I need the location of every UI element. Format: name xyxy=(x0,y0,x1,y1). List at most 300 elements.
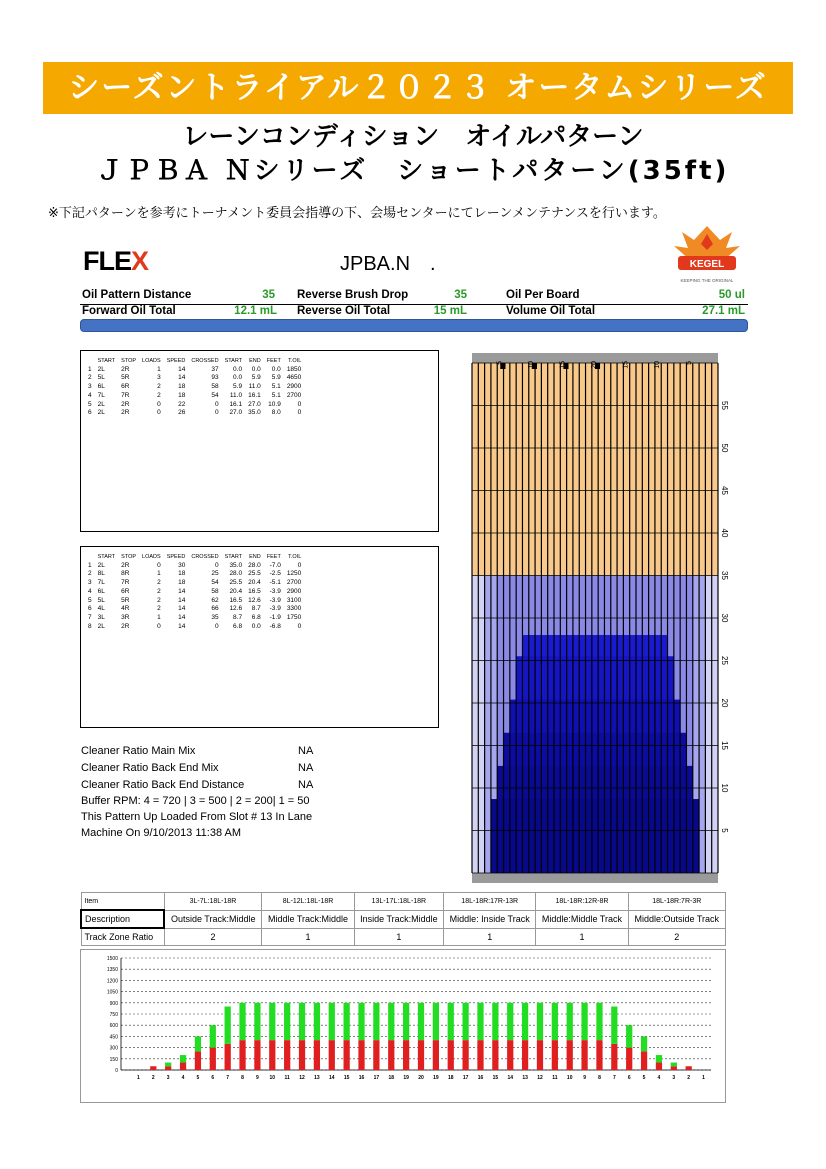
load-cell: -3.9 xyxy=(269,605,281,613)
load-cell: 8L xyxy=(97,570,105,578)
oil-pattern-distance: 35 xyxy=(262,289,275,301)
board-oil-bar-chart xyxy=(81,950,725,1102)
load-cell: 3 xyxy=(157,374,161,382)
chart-bar xyxy=(254,1003,260,1040)
ratio-cell: 1 xyxy=(262,928,354,946)
load-cell: 3 xyxy=(88,579,92,587)
load-row xyxy=(85,383,304,392)
load-column-header: T.OIL xyxy=(288,358,302,364)
load-cell: 5R xyxy=(121,374,130,382)
chart-x-tick: 4 xyxy=(657,1075,661,1081)
ratio-label: Track Zone Ratio xyxy=(81,928,164,946)
kegel-logo xyxy=(668,222,746,286)
load-cell: 62 xyxy=(211,596,219,604)
distance-label: 5 xyxy=(720,828,729,833)
ratio-cell: 2 xyxy=(164,928,262,946)
chart-x-tick: 2 xyxy=(151,1075,155,1081)
load-cell: -5.1 xyxy=(269,579,281,587)
load-cell: 7 xyxy=(88,613,92,621)
chart-bar xyxy=(641,1036,647,1051)
load-cell: 54 xyxy=(211,579,219,587)
load-cell: 1750 xyxy=(286,613,302,621)
forward-loads-table xyxy=(85,357,304,418)
chart-bar xyxy=(180,1055,186,1062)
buffer-rpm: Buffer RPM: 4 = 720 | 3 = 500 | 2 = 200| 1 = 50 xyxy=(81,795,310,807)
load-cell: 35.0 xyxy=(229,561,243,569)
chart-bar xyxy=(418,1040,424,1070)
distance-label: 45 xyxy=(720,486,729,495)
chart-bar xyxy=(225,1044,231,1070)
load-cell: 5.1 xyxy=(271,383,281,391)
chart-y-tick: 900 xyxy=(109,1000,118,1007)
chart-bar xyxy=(433,1003,439,1040)
load-column-header xyxy=(85,553,95,562)
load-cell: 37 xyxy=(211,365,219,373)
chart-bar xyxy=(150,1066,156,1070)
chart-x-tick: 9 xyxy=(256,1075,259,1081)
board-oil-bg xyxy=(705,576,711,874)
load-row xyxy=(85,562,304,571)
distance-label: 15 xyxy=(720,741,729,750)
load-column-header: CROSSED xyxy=(191,358,219,364)
load-cell: 4650 xyxy=(286,374,302,382)
load-cell: 14 xyxy=(178,613,186,621)
load-cell: 6R xyxy=(121,587,130,595)
load-cell: 20.4 xyxy=(229,587,243,595)
load-row xyxy=(85,605,304,614)
chart-bar xyxy=(269,1040,275,1070)
load-cell: 16.1 xyxy=(229,400,243,408)
load-cell: 11.0 xyxy=(248,383,261,391)
chart-bar xyxy=(581,1003,587,1040)
chart-bar xyxy=(284,1040,290,1070)
load-cell: 25 xyxy=(211,570,219,578)
chart-bar xyxy=(522,1003,528,1040)
chart-x-tick: 14 xyxy=(507,1075,514,1081)
load-cell: 10.9 xyxy=(268,400,281,408)
chart-bar xyxy=(433,1040,439,1070)
chart-x-tick: 19 xyxy=(403,1075,409,1081)
chart-x-tick: 17 xyxy=(373,1075,380,1081)
title-line-2: ＪＰＢＡ Ｎシリーズ ショートパターン(35ft) xyxy=(96,156,730,186)
load-cell: 0 xyxy=(157,561,161,569)
description-cell: Inside Track:Middle xyxy=(354,910,443,928)
load-cell: 2 xyxy=(157,596,161,604)
distance-label: 10 xyxy=(720,783,729,793)
load-cell: 8 xyxy=(88,622,92,630)
cleaner-back-end-mix-label: Cleaner Ratio Back End Mix xyxy=(81,762,219,774)
flex-logo-x: X xyxy=(131,246,149,276)
chart-bar xyxy=(686,1066,692,1070)
volume-oil-total: 27.1 mL xyxy=(702,305,745,317)
load-cell: 0.0 xyxy=(233,374,243,382)
chart-x-tick: 4 xyxy=(181,1075,185,1081)
chart-bar xyxy=(284,1003,290,1040)
distance-label: 30 xyxy=(720,613,729,623)
ratio-header-cell: 13L-17L:18L-18R xyxy=(354,893,443,911)
chart-x-tick: 20 xyxy=(418,1075,424,1081)
chart-x-tick: 6 xyxy=(211,1075,215,1081)
load-cell: 66 xyxy=(211,605,219,613)
load-cell: 5L xyxy=(97,374,105,382)
load-cell: 5.9 xyxy=(251,374,261,382)
chart-bar xyxy=(477,1003,483,1040)
load-header-row xyxy=(85,357,304,366)
chart-bar xyxy=(448,1003,454,1040)
chart-bar xyxy=(254,1040,260,1070)
chart-bar xyxy=(507,1003,513,1040)
load-cell: 0.0 xyxy=(251,365,261,373)
load-cell: 2R xyxy=(121,409,130,417)
chart-x-tick: 10 xyxy=(269,1075,276,1081)
chart-bar xyxy=(462,1003,468,1040)
chart-bar xyxy=(388,1003,394,1040)
chart-bar xyxy=(567,1040,573,1070)
board-oil-bg xyxy=(712,576,718,874)
chart-bar xyxy=(641,1051,647,1070)
load-column-header: T.OIL xyxy=(288,554,302,560)
stats-divider xyxy=(80,304,748,305)
chart-bar xyxy=(537,1003,543,1040)
ratio-cell: 1 xyxy=(354,928,443,946)
top-board-label: 5 xyxy=(685,361,693,365)
load-cell: -6.8 xyxy=(269,622,281,630)
chart-x-tick: 11 xyxy=(552,1075,558,1081)
forward-loads-box xyxy=(80,350,439,532)
flex-logo-text: FLE xyxy=(83,246,131,276)
chart-x-tick: 8 xyxy=(241,1075,244,1081)
chart-x-tick: 1 xyxy=(702,1075,705,1081)
load-row xyxy=(85,597,304,606)
load-cell: 26 xyxy=(178,409,186,417)
load-cell: 2 xyxy=(157,383,161,391)
pattern-name: JPBA.N . xyxy=(340,253,436,275)
chart-bar xyxy=(210,1025,216,1047)
load-column-header: LOADS xyxy=(142,358,161,364)
distance-label: 50 xyxy=(720,443,729,453)
board-oil-chart-box xyxy=(80,949,726,1103)
load-column-header: CROSSED xyxy=(191,554,219,560)
load-cell: 5.1 xyxy=(271,391,281,399)
ratio-header-cell: Item xyxy=(81,893,164,911)
board-oil-bg xyxy=(699,576,705,874)
load-cell: 0 xyxy=(297,561,302,569)
load-header-row xyxy=(85,553,304,562)
kegel-tagline: KEEPING THE ORIGINAL xyxy=(680,278,734,283)
top-board-label: 5 xyxy=(496,361,504,365)
load-cell: 4R xyxy=(121,605,130,613)
cleaner-back-end-distance: NA xyxy=(298,779,314,791)
load-cell: 0 xyxy=(214,409,219,417)
chart-bar xyxy=(552,1040,558,1070)
volume-oil-total-label: Volume Oil Total xyxy=(506,305,596,317)
load-cell: 0.0 xyxy=(271,365,281,373)
distance-label: 40 xyxy=(720,528,729,538)
load-column-header: SPEED xyxy=(166,554,186,560)
lane-oil-graph xyxy=(469,353,729,883)
load-cell: 0 xyxy=(157,409,161,417)
ratio-header-row xyxy=(81,893,726,911)
chart-y-tick: 1050 xyxy=(106,989,118,996)
cleaner-back-end-distance-label: Cleaner Ratio Back End Distance xyxy=(81,779,245,791)
chart-x-tick: 19 xyxy=(433,1075,439,1081)
description-cell: Middle:Middle Track xyxy=(536,910,628,928)
chart-y-tick: 1500 xyxy=(106,956,118,962)
load-cell: 2700 xyxy=(286,391,302,399)
ratio-cell: 1 xyxy=(444,928,536,946)
load-cell: 0 xyxy=(297,409,302,417)
chart-bar xyxy=(626,1048,632,1070)
title-line-1: レーンコンディション オイルパターン xyxy=(182,122,644,152)
load-cell: 6L xyxy=(97,587,105,595)
load-cell: 3300 xyxy=(286,605,302,613)
load-cell: 27.0 xyxy=(229,409,243,417)
load-row xyxy=(85,401,304,410)
chart-bar xyxy=(344,1040,350,1070)
load-column-header: START xyxy=(224,358,243,364)
load-cell: 2900 xyxy=(286,587,302,595)
chart-bar xyxy=(611,1044,617,1070)
cleaner-main-mix: NA xyxy=(298,745,314,757)
chart-x-tick: 18 xyxy=(447,1075,454,1081)
oil-per-board-label: Oil Per Board xyxy=(506,289,580,301)
load-cell: 1250 xyxy=(286,570,302,578)
chart-bar xyxy=(195,1051,201,1070)
load-row xyxy=(85,588,304,597)
chart-x-tick: 17 xyxy=(462,1075,469,1081)
description-cell: Middle: Inside Track xyxy=(444,910,536,928)
ratio-header-cell: 8L-12L:18L-18R xyxy=(262,893,354,911)
chart-y-tick: 1200 xyxy=(106,978,118,985)
chart-y-tick: 1350 xyxy=(106,967,118,974)
load-cell: 18 xyxy=(178,391,186,399)
chart-bar xyxy=(552,1003,558,1040)
chart-x-tick: 6 xyxy=(627,1075,631,1081)
chart-x-tick: 12 xyxy=(537,1075,543,1081)
load-cell: -3.9 xyxy=(269,596,281,604)
load-cell: 93 xyxy=(211,374,219,382)
ratio-header-cell: 3L-7L:18L-18R xyxy=(164,893,262,911)
load-row xyxy=(85,570,304,579)
chart-bar xyxy=(671,1063,677,1067)
load-cell: 7L xyxy=(97,579,105,587)
load-cell: 4 xyxy=(88,587,92,595)
load-cell: 14 xyxy=(178,605,186,613)
load-cell: 16.5 xyxy=(248,587,261,595)
ratio-cell: 2 xyxy=(628,928,725,946)
top-board-label: 10 xyxy=(528,361,536,369)
chart-bar xyxy=(596,1003,602,1040)
load-cell: -3.9 xyxy=(269,587,281,595)
oil-pattern-distance-label: Oil Pattern Distance xyxy=(82,289,192,301)
chart-bar xyxy=(567,1003,573,1040)
description-cell: Middle:Outside Track xyxy=(628,910,725,928)
top-board-label: 20 xyxy=(591,361,599,369)
load-cell: 8.7 xyxy=(233,613,243,621)
chart-bar xyxy=(225,1007,231,1044)
load-cell: 3 xyxy=(88,383,92,391)
ratio-description-row xyxy=(81,910,726,928)
cleaner-main-mix-label: Cleaner Ratio Main Mix xyxy=(81,745,196,757)
reverse-oil-total: 15 mL xyxy=(433,305,467,317)
load-cell: 25.5 xyxy=(229,579,243,587)
chart-bar xyxy=(596,1040,602,1070)
description-cell: Middle Track:Middle xyxy=(262,910,354,928)
chart-y-tick: 450 xyxy=(109,1034,118,1041)
load-cell: 5R xyxy=(121,596,130,604)
load-row xyxy=(85,623,304,632)
chart-y-tick: 150 xyxy=(109,1056,118,1063)
chart-bar xyxy=(269,1003,275,1040)
load-cell: 6.8 xyxy=(233,622,243,630)
board-oil-bg xyxy=(472,576,478,874)
load-cell: -2.5 xyxy=(269,570,281,578)
load-cell: 20.4 xyxy=(248,579,261,587)
load-cell: 28.0 xyxy=(248,561,261,569)
load-cell: 0.0 xyxy=(233,365,243,373)
chart-bar xyxy=(388,1040,394,1070)
chart-bar xyxy=(537,1040,543,1070)
load-cell: 2R xyxy=(121,400,130,408)
chart-x-tick: 5 xyxy=(196,1075,200,1081)
chart-bar xyxy=(314,1003,320,1040)
load-column-header: END xyxy=(249,358,261,364)
chart-bar xyxy=(492,1040,498,1070)
load-row xyxy=(85,374,304,383)
load-row xyxy=(85,614,304,623)
reverse-brush-drop-label: Reverse Brush Drop xyxy=(297,289,409,301)
chart-x-tick: 3 xyxy=(672,1075,676,1081)
ratio-cell: 1 xyxy=(536,928,628,946)
load-row xyxy=(85,366,304,375)
reverse-oil-total-label: Reverse Oil Total xyxy=(297,305,391,317)
load-cell: 58 xyxy=(211,587,219,595)
chart-x-tick: 3 xyxy=(166,1075,170,1081)
chart-bar xyxy=(165,1066,171,1070)
chart-x-tick: 5 xyxy=(642,1075,646,1081)
chart-bar xyxy=(477,1040,483,1070)
chart-bar xyxy=(180,1063,186,1070)
load-cell: 14 xyxy=(178,587,186,595)
load-cell: 2R xyxy=(121,622,130,630)
board-oil-bg xyxy=(478,576,484,874)
chart-bar xyxy=(239,1040,245,1070)
load-cell: 0 xyxy=(297,622,302,630)
distance-label: 55 xyxy=(720,401,729,410)
load-cell: 14 xyxy=(178,374,186,382)
load-cell: 4 xyxy=(88,391,92,399)
chart-bar xyxy=(239,1003,245,1040)
chart-x-tick: 11 xyxy=(284,1075,290,1081)
load-cell: 6L xyxy=(97,383,105,391)
load-cell: 8R xyxy=(121,570,130,578)
chart-bar xyxy=(462,1040,468,1070)
ratio-header-cell: 18L-18R:17R-13R xyxy=(444,893,536,911)
load-cell: 6 xyxy=(88,409,92,417)
load-column-header: FEET xyxy=(266,554,281,560)
chart-bar xyxy=(299,1003,305,1040)
forward-oil-total-label: Forward Oil Total xyxy=(82,305,176,317)
ratio-header-cell: 18L-18R:12R-8R xyxy=(536,893,628,911)
chart-x-tick: 16 xyxy=(477,1075,484,1081)
load-cell: 5L xyxy=(97,596,105,604)
load-cell: 12.6 xyxy=(229,605,243,613)
load-cell: 5.9 xyxy=(233,383,243,391)
load-cell: 2 xyxy=(88,570,92,578)
load-cell: 2 xyxy=(157,579,161,587)
graph-bottom-strip xyxy=(472,873,718,883)
chart-bar xyxy=(373,1040,379,1070)
load-cell: 3L xyxy=(97,613,105,621)
load-column-header: START xyxy=(97,358,116,364)
chart-x-tick: 13 xyxy=(522,1075,528,1081)
load-cell: 0 xyxy=(214,622,219,630)
chart-bar xyxy=(522,1040,528,1070)
load-cell: 4L xyxy=(97,605,105,613)
load-cell: 25.5 xyxy=(248,570,261,578)
load-cell: 7L xyxy=(97,391,105,399)
load-cell: 18 xyxy=(178,570,186,578)
load-cell: 5 xyxy=(88,596,92,604)
load-column-header: START xyxy=(224,554,243,560)
loaded-from-line-1: This Pattern Up Loaded From Slot # 13 In Lane xyxy=(81,811,313,823)
dry-area xyxy=(472,363,718,576)
chart-bar xyxy=(403,1003,409,1040)
load-cell: 35 xyxy=(211,613,219,621)
chart-y-tick: 600 xyxy=(109,1023,118,1030)
load-column-header: STOP xyxy=(121,554,137,560)
load-cell: 8.7 xyxy=(251,605,261,613)
load-row xyxy=(85,579,304,588)
load-cell: 2L xyxy=(97,365,105,373)
reverse-loads-table xyxy=(85,553,304,631)
chart-x-tick: 8 xyxy=(598,1075,601,1081)
chart-x-tick: 7 xyxy=(612,1075,616,1081)
chart-bar xyxy=(611,1007,617,1044)
load-cell: 16.1 xyxy=(248,391,261,399)
load-cell: 0.0 xyxy=(251,622,261,630)
load-column-header: LOADS xyxy=(142,554,161,560)
chart-bar xyxy=(329,1003,335,1040)
chart-bar xyxy=(165,1063,171,1067)
load-cell: 2L xyxy=(97,409,105,417)
forward-oil-total: 12.1 mL xyxy=(234,305,277,317)
description-cell: Outside Track:Middle xyxy=(164,910,262,928)
load-cell: 7R xyxy=(121,579,130,587)
load-cell: 54 xyxy=(211,391,219,399)
load-cell: 1 xyxy=(157,365,161,373)
load-row xyxy=(85,409,304,418)
load-cell: 0 xyxy=(214,561,219,569)
chart-y-tick: 300 xyxy=(109,1045,118,1052)
chart-bar xyxy=(671,1066,677,1070)
load-column-header xyxy=(85,357,95,366)
chart-bar xyxy=(492,1003,498,1040)
chart-x-tick: 18 xyxy=(388,1075,395,1081)
load-column-header: START xyxy=(97,554,116,560)
load-cell: 18 xyxy=(178,383,186,391)
event-banner: シーズントライアル２０２３ オータムシリーズ xyxy=(43,62,793,114)
chart-bar xyxy=(358,1003,364,1040)
chart-x-tick: 15 xyxy=(343,1075,350,1081)
load-cell: 2L xyxy=(97,622,105,630)
load-cell: 6R xyxy=(121,383,130,391)
load-cell: 22 xyxy=(178,400,186,408)
chart-bar xyxy=(195,1036,201,1051)
load-cell: 5 xyxy=(88,400,92,408)
load-cell: 14 xyxy=(178,596,186,604)
load-cell: 1 xyxy=(88,561,92,569)
